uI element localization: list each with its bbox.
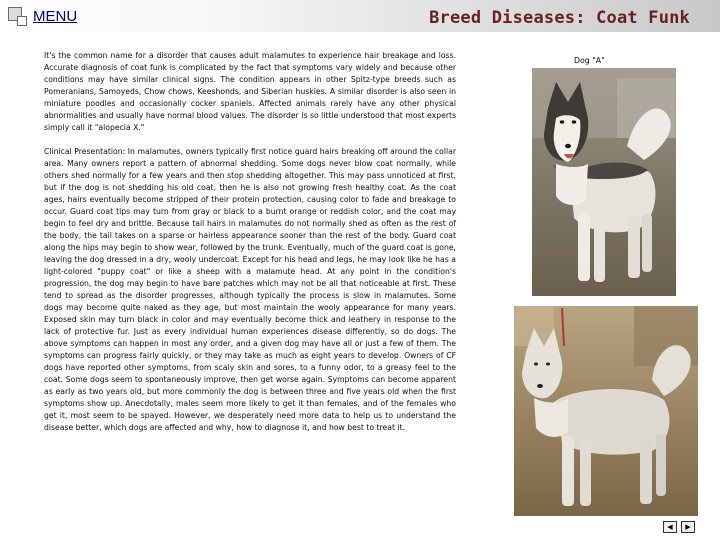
previous-slide-button[interactable] <box>663 521 677 533</box>
triangle-right-icon: ▶ <box>685 522 691 531</box>
page-title: Breed Diseases: Coat Funk <box>429 8 690 28</box>
next-slide-button[interactable] <box>681 521 695 533</box>
dog-photo-wooly <box>514 306 698 516</box>
slide-navigation <box>663 521 695 533</box>
dog-photo-standing <box>532 68 676 296</box>
menu-link[interactable]: MENU <box>33 8 78 25</box>
clinical-paragraph: Clinical Presentation: In malamutes, owners typically first notice guard hairs breaking off around the collar area. Many owners report a pattern of abnormal shedding. Some dogs never blow coat normally, while others shed normally for a few years and then stop shedding altogether. This may pass unnoticed at first, but if the dog is not shedding his old coat, then he is also not growing fresh healthy coat. As the coat ages, hairs eventually become stripped of their protein protection, causing color to fade and breakage to occur. Guard coat tips may turn from gray or black to a burnt orange or reddish color, and the coat may begin to feel dry and brittle. Because tail hairs in malamutes do not normally shed as often as the rest of the body, the tail takes on a sparse or hairless appearance sooner than the rest of the body. Guard coat along the hips may begin to show wear, followed by the trunk. Eventually, much of the guard coat is gone, leaving the dog dressed in a dry, wooly undercoat. Except for his head and legs, he may look like he has a light-colored "puppy coat" or like a sheep with a malamute head. At any point in the condition's progression, the dog may begin to have bare patches which may not be all that noticeable at first. These tend to spread as the disorder progresses, although typically the process is slow in malamutes. Some dogs may become quite naked as they age, but most maintain the wooly appearance for many years. Exposed skin may turn black in color and may eventually become thick and leathery in response to the lack of protective fur. Just as every individual human experiences disease differently, so do dogs. The above symptoms can happen in most any order, and a given dog may have all or just a few of them. The symptoms can progress fairly quickly, or they may take as much as eight years to develop. Owners of CF dogs have reported other symptoms, from scaly skin and sores, to a funny odor, to a greasy feel to the coat. Some dogs seem to spontaneously improve, then get worse again. Symptoms can become apparent as early as two years old, but more commonly the dog is between three and five years old when the first symptoms show up. Anecdotally, males seem more likely to get it than females, and of the females who get it, most seem to be spayed. However, we desperately need more data to help us to understand the disease better, which dogs are affected and why, how to diagnose it, and how best to treat it. <box>44 147 456 432</box>
intro-paragraph: It's the common name for a disorder that causes adult malamutes to experience hair breakage and loss. Accurate diagnosis of coat funk is complicated by the fact that symptoms vary widely and because other conditions may have similar clinical signs. The condition appears in other Spitz-type breeds such as Pomeranians, Samoyeds, Chow chows, Keeshonds, and Siberian huskies. A similar disorder is also seen in miniature poodles and occasionally cocker spaniels. Affected animals rarely have any other physical abnormalities and usually have normal blood values. The disorder is so little understood that most experts simply call it "alopecia X." <box>44 51 456 132</box>
triangle-left-icon: ◀ <box>667 522 673 531</box>
decor-square-small-icon <box>17 16 27 26</box>
photo-caption: Dog "A" <box>574 56 605 65</box>
article-body <box>44 50 456 446</box>
